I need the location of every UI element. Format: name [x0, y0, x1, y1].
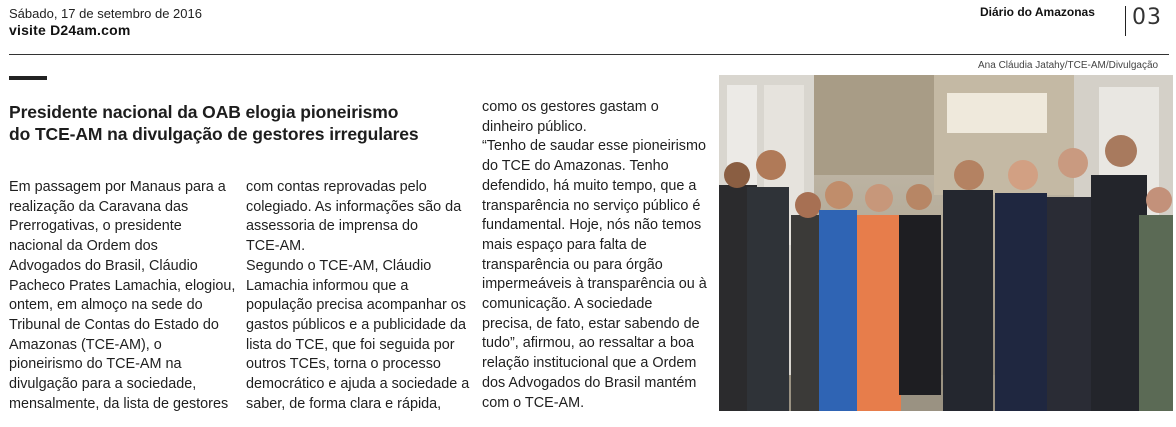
site-link[interactable]: visite D24am.com [9, 22, 131, 38]
article-column-1: Em passagem por Manaus para a realização da Caravana das Prerrogativas, o presidente nacional da Ordem dos Advogados do Brasil, Cláudio Pacheco Prates Lamachia, elogiou, ontem, em almoço na sede do Tribunal de Contas do Estado do Amazonas (TCE-AM), o pioneirismo do TCE-AM na divulgação para a sociedade, mensalmente, da lista de gestores [9, 179, 236, 412]
page-number: 03 [1132, 5, 1162, 30]
article-column-3: como os gestores gastam o dinheiro público. “Tenho de saudar esse pioneirismo do TCE do Amazonas. Tenho defendido, há muito tempo, que a transparência no serviço público é fundamental. Hoje, nós não temos mais espaço para falta de transparência ou para órgão impermeáveis à transparência ou à comunicação. A sociedade precisa, de fato, estar sabendo de tudo”, afirmou, ao ressaltar a boa relação institucional que a Ordem dos Advogados do Brasil mantém com o TCE-AM. [482, 99, 707, 411]
issue-date: Sábado, 17 de setembro de 2016 [9, 6, 202, 21]
group-photo [719, 75, 1173, 411]
section-accent-bar [9, 76, 47, 80]
photo-credit: Ana Cláudia Jatahy/TCE-AM/Divulgação [978, 60, 1159, 71]
headline-line-2: do TCE-AM na divulgação de gestores irregulares [9, 124, 419, 144]
header-rule [9, 54, 1169, 55]
header-separator [1125, 6, 1126, 36]
newspaper-name: Diário do Amazonas [980, 5, 1095, 19]
article-headline [9, 101, 479, 145]
article-column-2: com contas reprovadas pelo colegiado. As informações são da assessoria de imprensa do TCE-AM. Segundo o TCE-AM, Cláudio Lamachia informou que a população precisa acompanhar os gastos públicos e a publicidade da lista do TCE, que foi seguida por outros TCEs, torna o processo democrático e ajuda a sociedade a saber, de forma clara e rápida, [246, 179, 470, 412]
headline-line-1: Presidente nacional da OAB elogia pioneirismo [9, 102, 399, 122]
